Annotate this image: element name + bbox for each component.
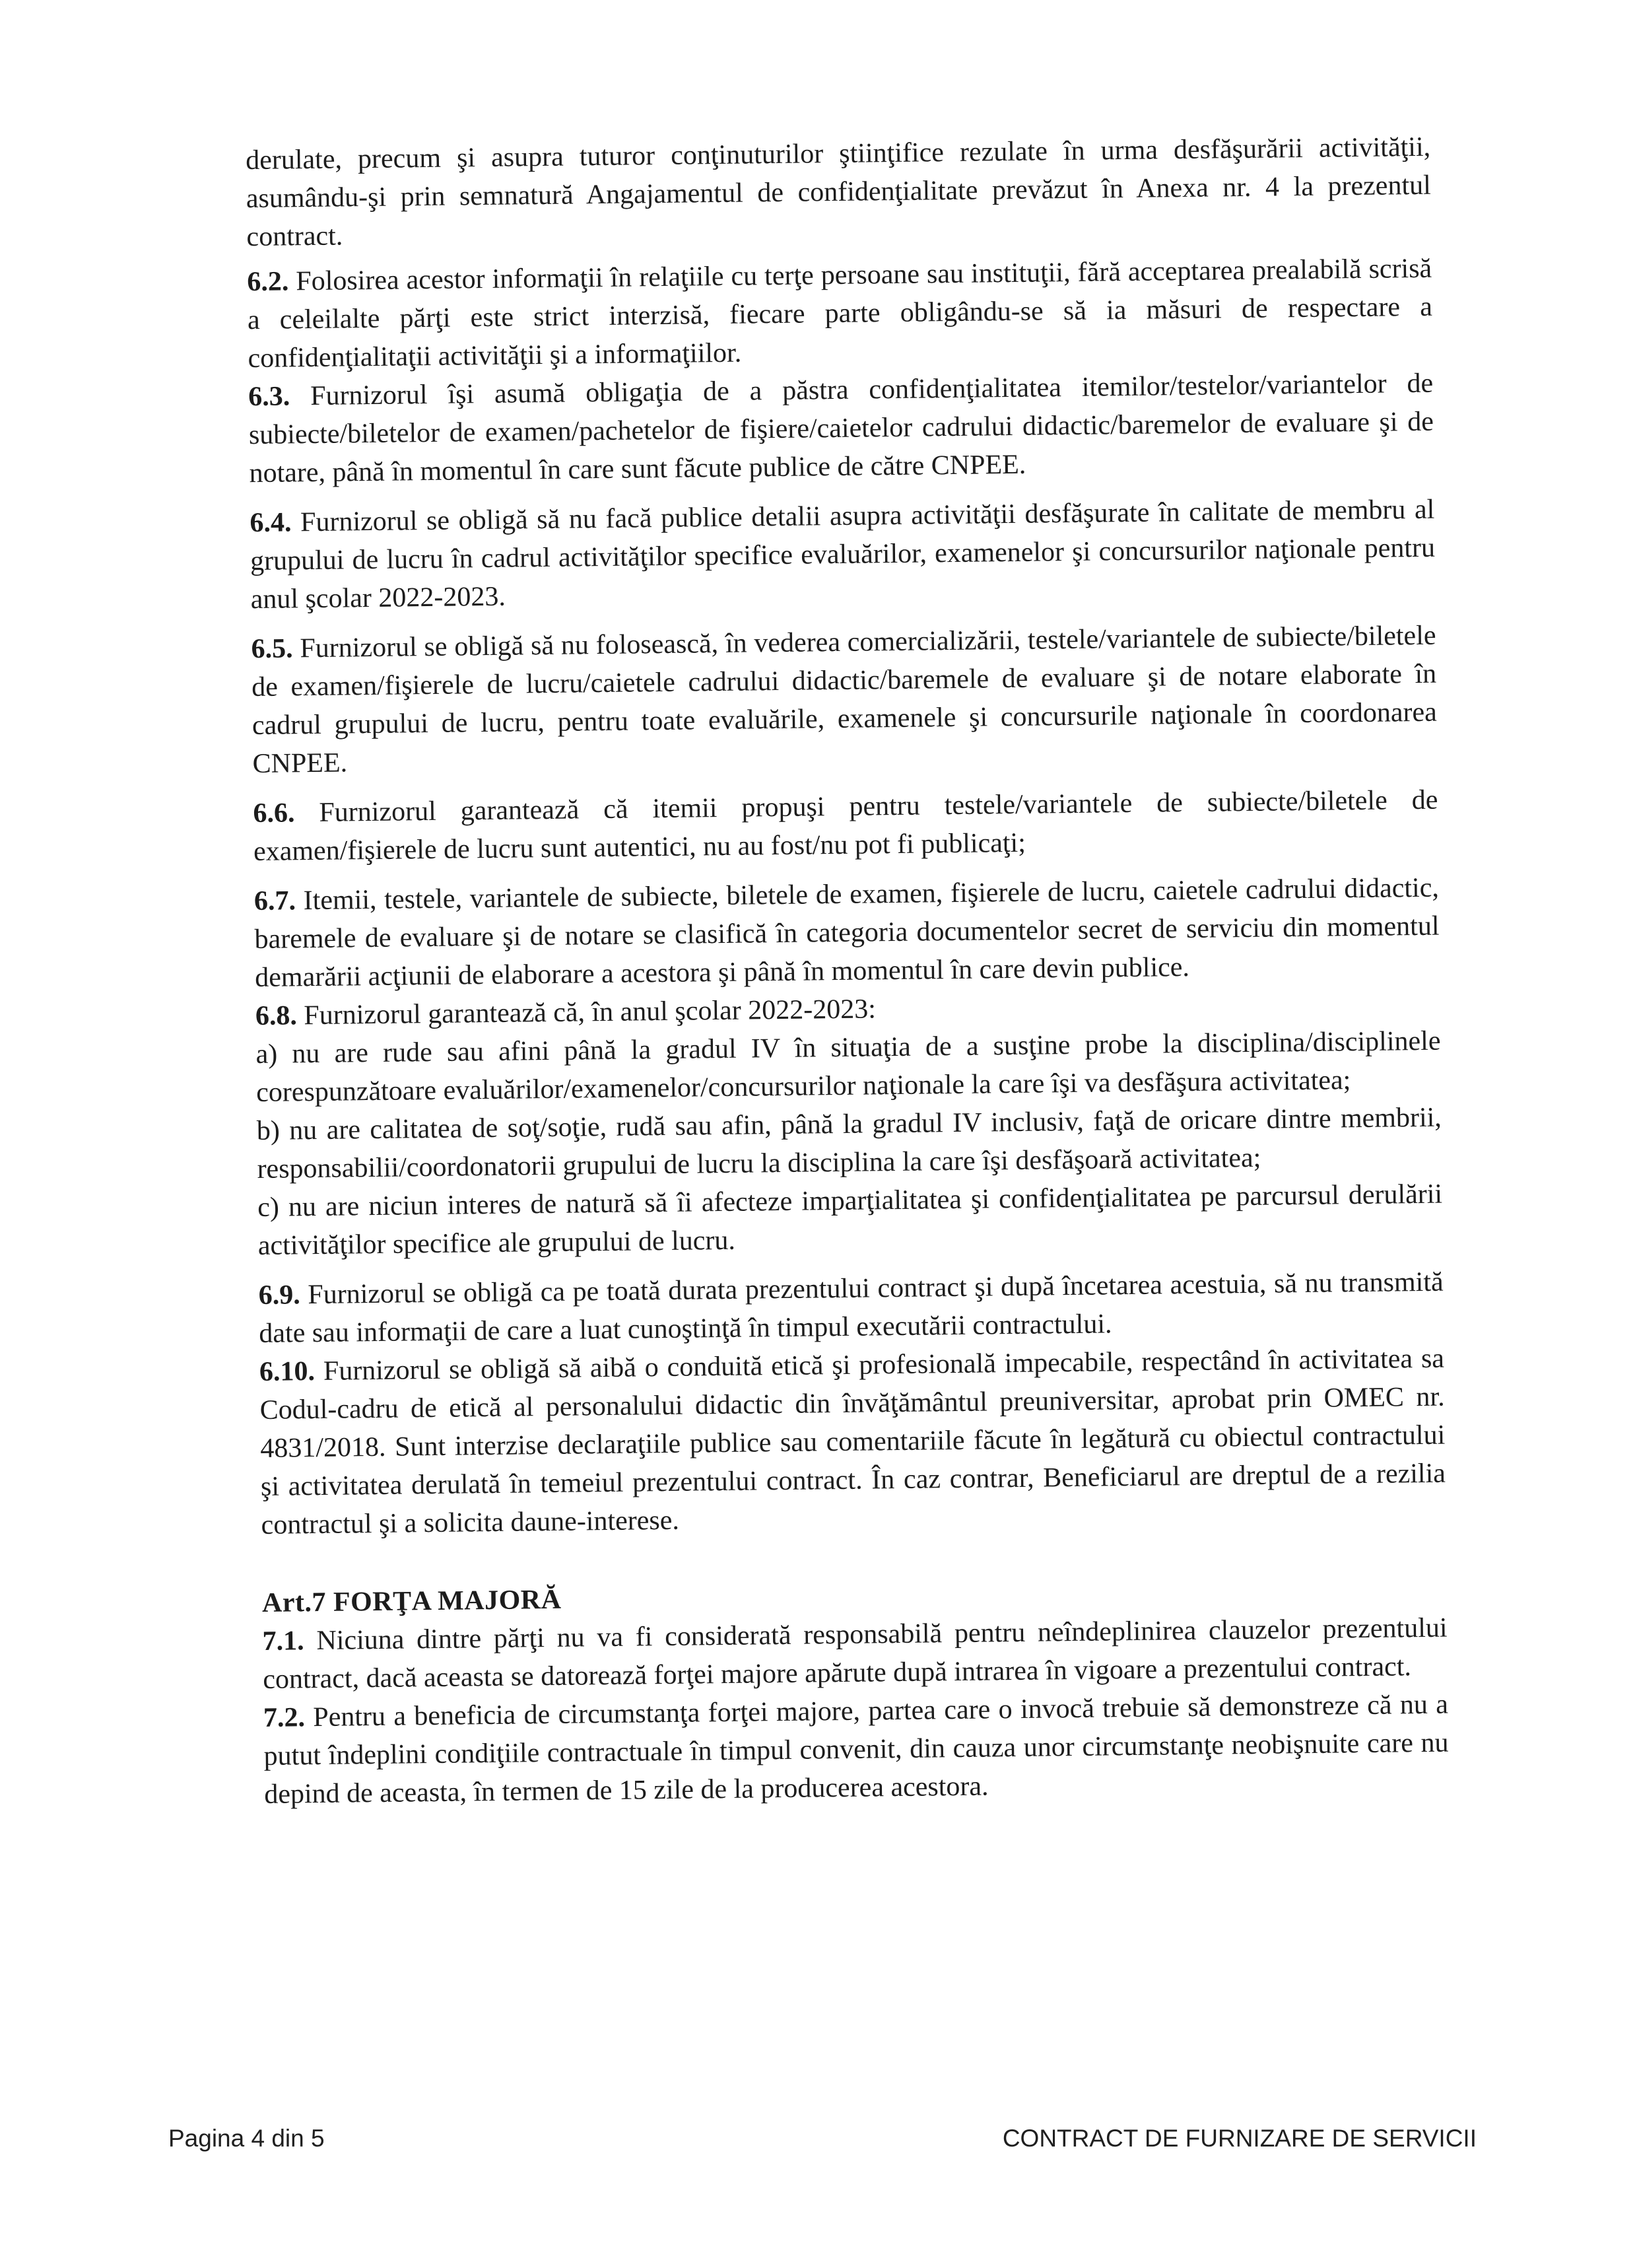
clause-6-6-text: Furnizorul garantează că itemii propuşi pentru testele/variantele de subiecte/biletele de examen/fişierele de lucru sunt autentici, nu au fost/nu pot fi publicaţi; [253,784,1438,868]
clause-6-10-text: Furnizorul se obligă să aibă o conduită etică şi profesională impecabile, respectând în activitatea sa Codul-cadru de etică al personalului didactic din învăţământul preuniversitar, aprobat prin OMEC nr. 4831/2018. Sunt interzise declaraţiile publice sau comentariile făcute în legătură cu obiectul contractului şi activitatea derulată în temeiul prezentului contract. În caz contrar, Beneficiarul are dreptul de a rezilia contractul şi a solicita daune-interese. [259,1343,1446,1540]
clause-7-1-text: Niciuna dintre părţi nu va fi considerată responsabilă pentru neîndeplinirea clauzelor prezentului contract, dacă aceasta se datorează forţei majore apărute după intrarea în vigoare a prezentului contract. [263,1612,1448,1695]
clause-7-1 [262,1609,1448,1699]
clause-7-2 [263,1686,1450,1814]
clause-6-3 [248,364,1434,493]
clause-6-9-number: 6.9. [258,1280,300,1311]
clause-6-10 [259,1340,1446,1544]
clause-6-6 [253,781,1438,871]
clause-6-3-number: 6.3. [248,381,290,413]
footer-page-indicator: Pagina 4 din 5 [168,2125,325,2152]
clause-6-8-item-b: b) nu are calitatea de soţ/soţie, rudă sau afin, până la gradul IV inclusiv, faţă de oricare dintre membrii, responsabilii/coordonatorii grupului de lucru la disciplina la care îşi desfăşoară activitatea; [256,1102,1442,1185]
clause-6-7-text: Itemii, testele, variantele de subiecte, biletele de examen, fişierele de lucru, caietele cadrului didactic, baremele de evaluare şi de notare se clasifică în categoria documentelor secret de serviciu din momentul demarării acţiunii de elaborare a acestora şi până în momentul în care devin publice. [254,872,1440,994]
clause-6-8-text: Furnizorul garantează că, în anul şcolar 2022-2023: [296,994,877,1031]
clause-6-10-number: 6.10. [259,1356,316,1387]
clause-6-5-text: Furnizorul se obligă să nu folosească, în vederea comercializării, testele/variantele de subiecte/biletele de examen/fişierele de lucru/caietele cadrului didactic/baremele de evaluare şi de notare elaborate în cadrul grupului de lucru, pentru toate evaluările, examenele şi concursurile naţionale în coordonarea CNPEE. [251,620,1438,780]
clause-6-5-number: 6.5. [251,633,293,665]
clause-6-4-number: 6.4. [250,507,292,539]
clause-6-2-number: 6.2. [247,266,289,298]
clause-6-8-item-c: c) nu are niciun interes de natură să îi afecteze imparţialitatea şi confidenţialitatea pe parcursul derulării activităţilor specifice ale grupului de lucru. [257,1179,1443,1262]
clause-6-7-number: 6.7. [253,885,296,917]
clause-6-4-text: Furnizorul se obligă să nu facă publice detalii asupra activităţii desfăşurate în calitate de membru al grupului de lucru în cadrul activităţilor specifice evaluărilor, examenelor şi concursurilor naţionale pentru anul şcolar 2022-2023. [250,494,1436,615]
clause-6-9 [258,1263,1444,1353]
clause-6-2-text: Folosirea acestor informaţii în relaţiile cu terţe persoane sau instituţii, fără acceptarea prealabilă scrisă a celeilalte părţi este strict interzisă, fiecare parte obligându-se să ia măsuri de respectare a confidenţialitaţii activităţii şi a informaţiilor. [247,253,1433,374]
clause-6-9-text: Furnizorul se obligă ca pe toată durata prezentului contract şi după încetarea acestuia, să nu transmită date sau informaţii de care a luat cunoştinţă în timpul executării contractului. [259,1266,1444,1349]
clause-7-2-number: 7.2. [263,1702,306,1733]
clause-6-4 [250,491,1436,619]
clause-6-8-number: 6.8. [255,1000,298,1032]
clause-6-5 [251,617,1438,783]
clause-7-2-text: Pentru a beneficia de circumstanţa forţei majore, partea care o invocă trebuie să demonstreze că nu a putut îndeplini condiţiile contractuale în timpul convenit, din cauza unor circumstanţe neobişnuite care nu depind de aceasta, în termen de 15 zile de la producerea acestora. [263,1689,1449,1810]
clause-6-7 [254,869,1440,997]
clause-7-1-number: 7.1. [262,1626,304,1657]
clause-6-8-item-a: a) nu are rude sau afini până la gradul IV în situaţia de a susţine probe la disciplina/disciplinele corespunzătoare evaluărilor/examenelor/concursurilor naţionale la care îşi va desfăşura activitatea; [255,1025,1441,1109]
clause-6-3-text: Furnizorul îşi asumă obligaţia de a păstra confidenţialitatea itemilor/testelor/variantelor de subiecte/biletelor de examen/pachetelor de fişiere/caietelor cadrului didactic/baremelor de evaluare şi de notare, până în momentul în care sunt făcute publice de către CNPEE. [248,368,1434,489]
article-7-heading: Art.7 FORŢA MAJORĂ [261,1584,562,1618]
paragraph-continuation: derulate, precum şi asupra tuturor conţinuturilor ştiinţifice rezulate în urma desfăşurării activităţii, asumându-şi prin semnatură Angajamentul de confidenţialitate prevăzut în Anexa nr. 4 la prezentul contract. [245,131,1432,253]
footer-document-title: CONTRACT DE FURNIZARE DE SERVICII [1002,2125,1477,2152]
clause-6-6-number: 6.6. [253,798,295,829]
contract-body-text [246,128,1450,1814]
clause-6-2 [247,250,1433,378]
